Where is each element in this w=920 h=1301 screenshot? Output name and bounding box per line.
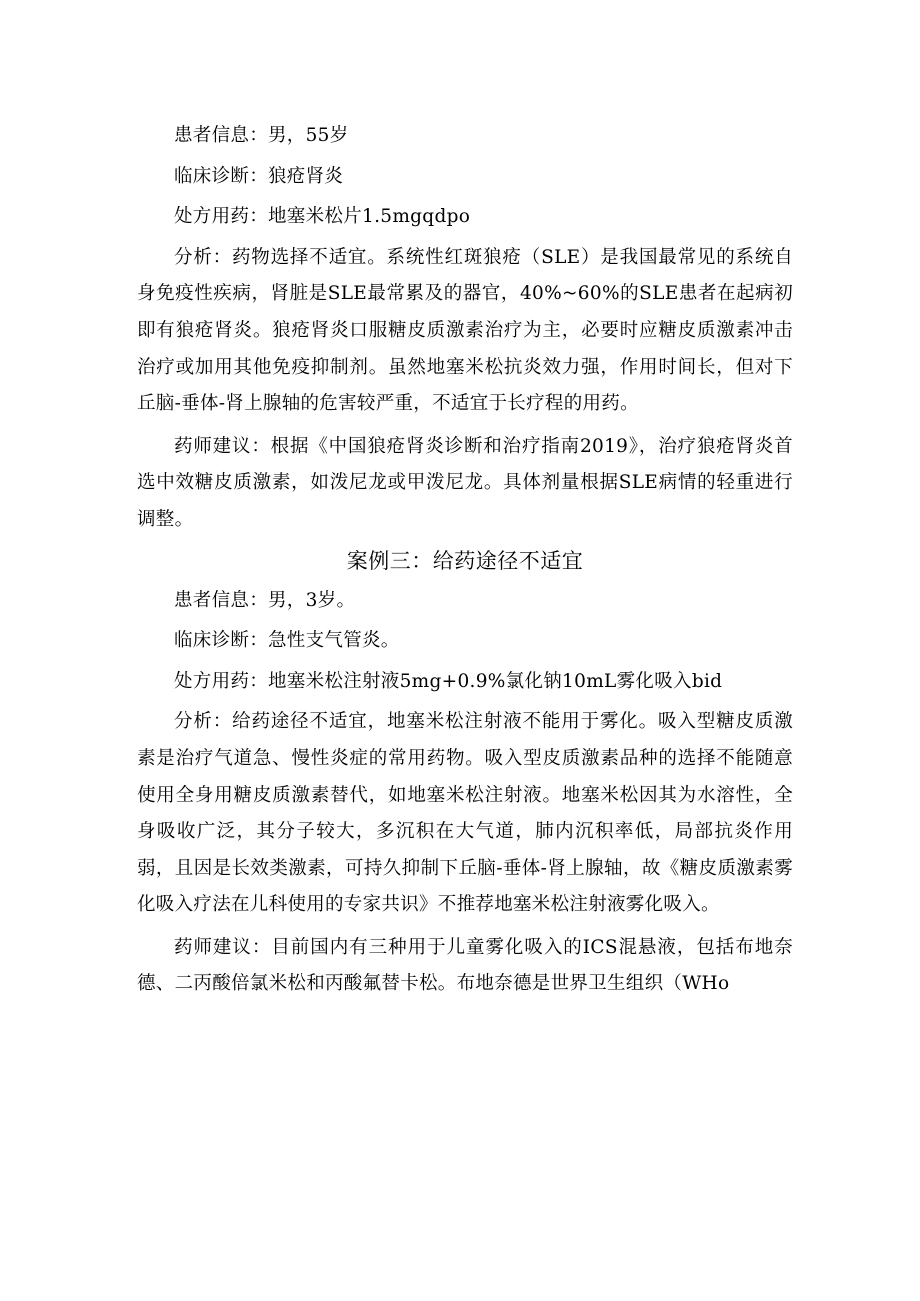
case2-pharmacist-advice: 药师建议：根据《中国狼疮肾炎诊断和治疗指南2019》，治疗狼疮肾炎首选中效糖皮质激素，如泼尼龙或甲泼尼龙。具体剂量根据SLE病情的轻重进行调整。 (137, 435, 793, 530)
case3-patient-info: 患者信息：男，3岁。 (174, 589, 356, 611)
case2-patient-info: 患者信息：男，55岁 (174, 125, 349, 146)
case3-diagnosis: 临床诊断：急性支气管炎。 (174, 630, 400, 652)
case2-prescription: 处方用药：地塞米松片1.5mgqdpo (174, 206, 471, 228)
case3-analysis: 分析：给药途径不适宜，地塞米松注射液不能用于雾化。吸入型糖皮质激素是治疗气道急、慢性炎症的常用药物。吸入型皮质激素品种的选择不能随意使用全身用糖皮质激素替代，如地塞米松注射液。地塞米松因其为水溶性，全身吸收广泛，其分子较大，多沉积在大气道，肺内沉积率低，局部抗炎作用弱，且因是长效类激素，可持久抑制下丘脑-垂体-肾上腺轴，故《糖皮质激素雾化吸入疗法在儿科使用的专家共识》不推荐地塞米松注射液雾化吸入。 (137, 711, 793, 916)
case3-title: 案例三：给药途径不适宜 (346, 548, 584, 573)
case3-prescription: 处方用药：地塞米松注射液5mg+0.9%氯化钠10mL雾化吸入bid (174, 670, 723, 692)
case3-pharmacist-advice: 药师建议：目前国内有三种用于儿童雾化吸入的ICS混悬液，包括布地奈德、二丙酸倍氯米松和丙酸氟替卡松。布地奈德是世界卫生组织（WHo (137, 936, 793, 995)
case2-analysis: 分析：药物选择不适宜。系统性红斑狼疮（SLE）是我国最常见的系统自身免疫性疾病，肾脏是SLE最常累及的器官，40%~60%的SLE患者在起病初即有狼疮肾炎。狼疮肾炎口服糖皮质激素治疗为主，必要时应糖皮质激素冲击治疗或加用其他免疫抑制剂。虽然地塞米松抗炎效力强，作用时间长，但对下丘脑-垂体-肾上腺轴的危害较严重，不适宜于长疗程的用药。 (137, 246, 793, 415)
case2-diagnosis: 临床诊断：狼疮肾炎 (174, 165, 344, 187)
document-body (137, 118, 793, 1003)
